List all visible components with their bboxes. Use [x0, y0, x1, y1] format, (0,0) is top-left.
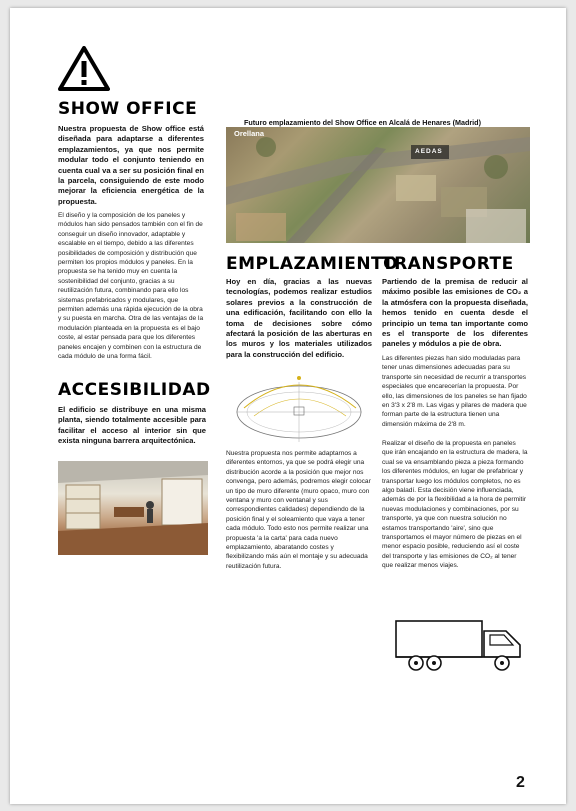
transporte-body-2: Realizar el diseño de la propuesta en paneles que irán encajando en la estructura de madera, la cual se va ensamblando pieza a pieza formando los diferentes módulos, en lugar de prefabricar y transportar luego los módulos completos, no es algo baladí. Esta decisión viene influenciada, además de por la flexibilidad a la hora de permitir nuevas modulaciones y combinaciones, por su transporte, ya que con nuestra solución no estamos transportando 'aire', sino que transportamos el mayor número de piezas en el menor espacio posible, reduciendo así el coste del transporte y las emisiones de CO₂ al tener que realizar menos viajes.: [382, 440, 528, 570]
solar-study-diagram: [224, 368, 374, 448]
emplazamiento-lead: Hoy en día, gracias a las nuevas tecnologías, podemos realizar estudios solares previos a la construcción de una edificación, facilitando con ello la toma de decisiones sobre cómo afectará la posición de las aberturas en los muros y los materiales utilizados para la construcción del edificio.: [226, 277, 372, 359]
page-number: 2: [516, 774, 525, 791]
transporte-lead: Partiendo de la premisa de reducir al máximo posible las emisiones de CO₂ a la atmósfera con la propuesta diseñada, hemos tenido en cuenta desde el principio un tema tan importante como es el transporte de los diferentes paneles y módulos a pie de obra.: [382, 277, 528, 349]
truck-icon: [394, 615, 524, 673]
accesibilidad-title: ACCESIBILIDAD: [58, 380, 211, 400]
photo-place-label: Orellana: [234, 129, 265, 138]
show-office-body: El diseño y la composición de los paneles y módulos han sido pensados también con el fin de conseguir un diseño innovador, adaptable y escalable en el tiempo, debido a las diferentes posibilidades de composición y distribución que permiten los propios módulos y paneles. En la propuesta se ha tenido muy en cuenta la sostenibilidad del conjunto, gracias a su reutilización futura, combinando para ello los sistemas prefabricados y modulares, que permiten además una rápida ejecución de la obra y su puesta en marcha. Otra de las ventajas de la modulación planteada en la propuesta es el bajo coste, al estar pensada para que los diferentes paneles encajen y combinen con la estructura de cada módulo de una forma fácil.: [58, 212, 204, 361]
show-office-lead: Nuestra propuesta de Show office está diseñada para adaptarse a diferentes emplazamientos, ya que nos permite modular todo el conjunto teniendo en cuenta cual va a ser su posición final en la parcela, consiguiendo de este modo mejorar la eficiencia energética de la propuesta.: [58, 124, 204, 206]
interior-photo: [58, 461, 208, 555]
photo-brand-label: AEDAS: [415, 148, 443, 155]
transporte-title: TRANSPORTE: [382, 254, 514, 274]
warning-icon: [58, 46, 110, 92]
document-page: [10, 8, 566, 804]
show-office-title: SHOW OFFICE: [58, 99, 198, 119]
emplazamiento-title: EMPLAZAMIENTO: [226, 254, 399, 274]
transporte-body-1: Las diferentes piezas han sido moduladas para tener unas dimensiones adecuadas para su transporte sin necesidad de recurrir a transportes especiales que encarecerían la propuesta. Por ello, las dimensiones de los paneles se han fijado en 3'3 x 2'8 m. Las vigas y pilares de madera que forman parte de la estructura tienen una dimensión máxima de 2'8 m.: [382, 355, 527, 428]
photo-caption: Futuro emplazamiento del Show Office en Alcalá de Henares (Madrid): [244, 118, 481, 127]
emplazamiento-body: Nuestra propuesta nos permite adaptarnos a diferentes entornos, ya que se podrá elegir una distribución acorde a la posición que mejor nos convenga, pero además, podremos elegir colocar un tipo de muro diferente (muro opaco, muro con ventana y muro con ventanal y sus correspondientes calidades) dependiendo de la posición final y el soleamiento que vaya a tener cada módulo. Todo esto nos permite realizar una propuesta 'a la carta' para cada nuevo emplazamiento, abaratando costes y flexibilizando más aún el montaje y su adecuada reutilización futura.: [226, 450, 371, 570]
accesibilidad-lead: El edificio se distribuye en una misma planta, siendo totalmente accesible para facilitar el acceso al interior sin que exista ninguna barrera arquitectónica.: [58, 405, 206, 446]
aerial-photo: [226, 127, 530, 243]
